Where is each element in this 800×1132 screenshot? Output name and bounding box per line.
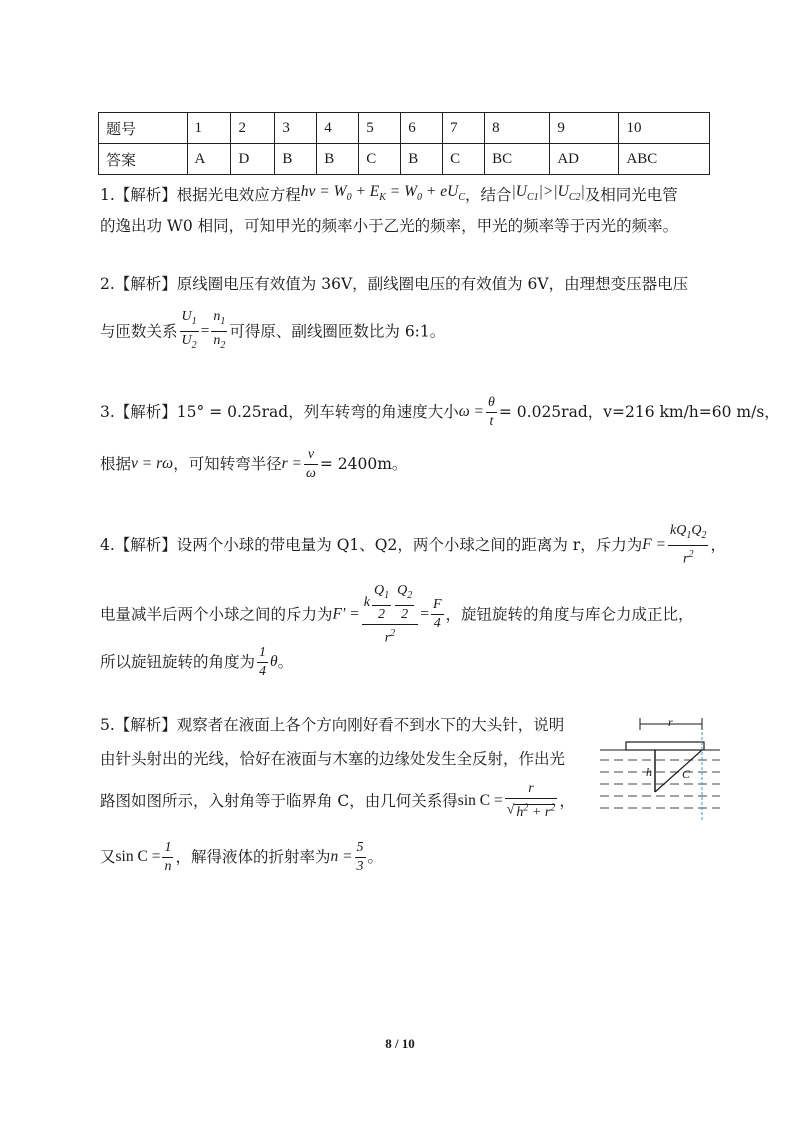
radius-fraction: $\frac{v}{\omega}$ xyxy=(305,446,316,481)
refractive-index-fraction: $\frac{5}{3}$ xyxy=(356,839,364,874)
voltage-comparison: $|U_{C1}|>|U_{C2}|$ xyxy=(511,183,585,204)
turns-ratio-fraction: $\frac{n_1}{n_2}$ xyxy=(213,309,226,351)
q3-text: = 0.025rad，v=216 km/h=60 m/s， xyxy=(498,403,780,421)
table-row-numbers xyxy=(99,113,710,144)
q3-text: 根据 xyxy=(100,455,132,473)
table-cell: ABC xyxy=(619,144,710,175)
table-header-cell: 题号 xyxy=(99,113,188,144)
table-cell: C xyxy=(443,144,485,175)
table-cell: 4 xyxy=(317,113,359,144)
q3-line-2: 根据v = rω，可知转弯半径r = $\frac{v}{\omega}$ = 2400m。 xyxy=(100,446,408,481)
q5-line-1: 5.【解析】观察者在液面上各个方向刚好看不到水下的大头针，说明 xyxy=(100,716,565,734)
q4-line-3: 所以旋钮旋转的角度为 $\frac{1}{4}$ θ。 xyxy=(100,644,294,679)
q3-line-1: 3.【解析】15° = 0.25rad，列车转弯的角速度大小ω = $\frac{\theta}{t}$ = 0.025rad，v=216 km/h=60 m/s， xyxy=(100,394,780,429)
quarter-force-fraction: $\frac{F}{4}$ xyxy=(432,597,442,632)
q3-text: 3.【解析】15° = 0.25rad，列车转弯的角速度大小 xyxy=(100,403,459,421)
page-number: 8 / 10 xyxy=(385,1036,415,1051)
q5-text: ，解得液体的折射率为 xyxy=(175,848,331,866)
table-cell: 3 xyxy=(275,113,317,144)
q2-text: 可得原、副线圈匝数比为 6:1。 xyxy=(229,322,446,341)
q1-text: 及相同光电管 xyxy=(584,186,678,205)
table-cell: 1 xyxy=(187,113,231,144)
light-ray xyxy=(655,750,702,792)
table-cell: 9 xyxy=(550,113,619,144)
table-cell: D xyxy=(231,144,275,175)
table-row-answers xyxy=(99,144,710,175)
q5-text: 又 xyxy=(100,848,116,866)
q4-text: 4.【解析】设两个小球的带电量为 Q1、Q2，两个小球之间的距离为 r，斥力为 xyxy=(100,536,643,555)
voltage-ratio-fraction: $\frac{U_1}{U_2}$ xyxy=(181,309,197,351)
omega-fraction: $\frac{\theta}{t}$ xyxy=(487,394,495,429)
q3-text: = 2400m。 xyxy=(319,455,408,473)
photoelectric-equation: $h\nu = W_0 + E_K = W_0 + eU_C$ xyxy=(300,183,466,204)
h-label: h xyxy=(646,765,652,779)
table-cell: 8 xyxy=(485,113,550,144)
table-cell: C xyxy=(359,144,401,175)
q4-line-1: 4.【解析】设两个小球的带电量为 Q1、Q2，两个小球之间的距离为 r，斥力为F = $\frac{kQ_1Q_2}{r^2}$ ， xyxy=(100,523,726,567)
table-header-cell: 答案 xyxy=(99,144,188,175)
cork-pin-diagram xyxy=(600,712,720,822)
q5-text: 路图如图所示，入射角等于临界角 C，由几何关系得 xyxy=(100,792,458,810)
coulomb-force-fraction: $\frac{kQ_1Q_2}{r^2}$ xyxy=(670,523,707,567)
q1-text: ，结合 xyxy=(465,186,512,205)
table-cell: B xyxy=(317,144,359,175)
q3-text: ，可知转弯半径 xyxy=(173,455,282,473)
table-cell: 6 xyxy=(401,113,443,144)
cork xyxy=(626,742,704,750)
q1-text: 1.【解析】根据光电效应方程 xyxy=(100,186,301,205)
c-label: C xyxy=(682,767,691,781)
table-cell: A xyxy=(187,144,231,175)
q1-line-1 xyxy=(100,181,678,209)
q2-line-1: 2.【解析】原线圈电压有效值为 36V，副线圈电压的有效值为 6V，由理想变压器电压 xyxy=(100,275,689,293)
quarter-fraction: $\frac{1}{4}$ xyxy=(259,644,267,679)
q1-line-2: 的逸出功 W0 相同，可知甲光的频率小于乙光的频率，甲光的频率等于丙光的频率。 xyxy=(100,217,679,235)
table-cell: BC xyxy=(485,144,550,175)
answer-table xyxy=(98,112,710,175)
q2-text: 与匝数关系 xyxy=(100,322,178,341)
q5-line-2: 由针头射出的光线，恰好在液面与木塞的边缘处发生全反射，作出光 xyxy=(100,750,566,768)
halved-force-fraction: k $\frac{Q_1}{2}$ $\frac{Q_2}{2}$ $r^2$ xyxy=(362,582,418,647)
q4-text: ，旋钮旋转的角度与库仑力成正比， xyxy=(445,605,694,624)
q5-line-4: 又sin C = $\frac{1}{n}$ ，解得液体的折射率为n = $\frac{5}{3}$ 。 xyxy=(100,839,384,874)
table-cell: 10 xyxy=(619,113,710,144)
table-cell: 2 xyxy=(231,113,275,144)
table-cell: 5 xyxy=(359,113,401,144)
inverse-n-fraction: $\frac{1}{n}$ xyxy=(164,839,172,874)
table-cell: B xyxy=(401,144,443,175)
table-cell: AD xyxy=(550,144,619,175)
q4-line-2: 电量减半后两个小球之间的斥力为F′ = k $\frac{Q_1}{2}$ $\frac{Q_2}{2}$ $r^2$ = $\frac{F}{4}$ ，旋钮旋转的角度与库仑力成正比， xyxy=(100,583,694,646)
table-cell: B xyxy=(275,144,317,175)
q2-line-2: 与匝数关系 $\frac{U_1}{U_2}$ = $\frac{n_1}{n_2}$ 可得原、副线圈匝数比为 6:1。 xyxy=(100,308,445,355)
table-cell: 7 xyxy=(443,113,485,144)
q4-text: 电量减半后两个小球之间的斥力为 xyxy=(100,605,333,624)
q5-line-3: 路图如图所示，入射角等于临界角 C，由几何关系得sin C = $\frac{r}{√ h^2 + r^2}$ ， xyxy=(100,781,575,820)
q4-text: 所以旋钮旋转的角度为 xyxy=(100,653,256,671)
sine-fraction: $\frac{r}{√ h^2 + r^2}$ xyxy=(506,781,556,820)
r-label: r xyxy=(668,715,673,729)
